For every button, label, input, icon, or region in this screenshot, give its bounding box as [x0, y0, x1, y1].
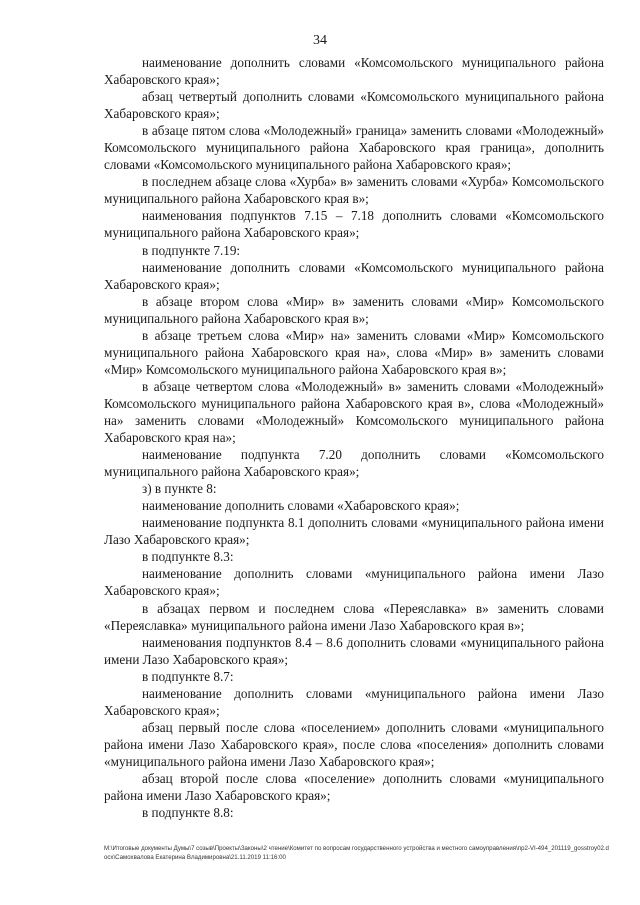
file-path-footer: M:\Итоговые документы Думы\7 созыв\Проекты\Законы\2 чтение\Комитет по вопросам государственного устройства и местного самоуправления\пр2-VI-494_201119_gosstroy02.docx\Самохвалова Екатерина Владимировна\21.11.2019 11:16:00 — [104, 845, 609, 861]
paragraph: в абзаце третьем слова «Мир» на» заменить словами «Мир» Комсомольского муниципального района Хабаровского края на», слова «Мир» в» заменить словами «Мир» Комсомольского муниципального района Хабаровского края в»; — [104, 327, 604, 377]
paragraph: наименование дополнить словами «Комсомольского муниципального района Хабаровского края»; — [104, 259, 604, 292]
paragraph: в абзаце пятом слова «Молодежный» граница» заменить словами «Молодежный» Комсомольского муниципального района Хабаровского края граница», дополнить словами «Комсомольского муниципального района Хабаровского края»; — [104, 123, 604, 173]
paragraph: наименование дополнить словами «Комсомольского муниципального района Хабаровского края»; — [104, 55, 604, 88]
paragraph: абзац четвертый дополнить словами «Комсомольского муниципального района Хабаровского края»; — [104, 89, 604, 122]
paragraph: з) в пункте 8: — [142, 481, 217, 497]
paragraph: в подпункте 7.19: — [142, 242, 241, 258]
paragraph: в абзаце втором слова «Мир» в» заменить словами «Мир» Комсомольского муниципального района Хабаровского края в»; — [104, 293, 604, 326]
paragraph: в абзацах первом и последнем слова «Переяславка» в» заменить словами «Переяславка» муниципального района имени Лазо Хабаровского края в»; — [104, 600, 604, 633]
paragraph: наименование дополнить словами «муниципального района имени Лазо Хабаровского края»; — [104, 566, 604, 599]
paragraph: в подпункте 8.7: — [142, 668, 234, 684]
paragraph: наименование подпункта 8.1 дополнить словами «муниципального района имени Лазо Хабаровского края»; — [104, 515, 604, 548]
paragraph: наименования подпунктов 7.15 – 7.18 дополнить словами «Комсомольского муниципального района Хабаровского края»; — [104, 208, 604, 241]
paragraph: наименование дополнить словами «муниципального района имени Лазо Хабаровского края»; — [104, 685, 604, 718]
paragraph: абзац первый после слова «поселением» дополнить словами «муниципального района имени Лазо Хабаровского края», после слова «поселения» дополнить словами «муниципального района имени Лазо Хабаровского края»; — [104, 719, 604, 769]
paragraph: в абзаце четвертом слова «Молодежный» в» заменить словами «Молодежный» Комсомольского муниципального района Хабаровского края в», слова «Молодежный» на» заменить словами «Молодежный» Комсомольского муниципального района Хабаровского края на»; — [104, 378, 604, 446]
document-body — [104, 54, 604, 821]
paragraph: в подпункте 8.8: — [142, 805, 234, 821]
paragraph: наименования подпунктов 8.4 – 8.6 дополнить словами «муниципального района имени Лазо Хабаровского края»; — [104, 634, 604, 667]
paragraph: наименование дополнить словами «Хабаровского края»; — [142, 498, 460, 514]
paragraph: в последнем абзаце слова «Хурба» в» заменить словами «Хурба» Комсомольского муниципального района Хабаровского края в»; — [104, 174, 604, 207]
paragraph: наименование подпункта 7.20 дополнить словами «Комсомольского муниципального района Хабаровского края»; — [104, 447, 604, 480]
paragraph: в подпункте 8.3: — [142, 549, 234, 565]
paragraph: абзац второй после слова «поселение» дополнить словами «муниципального района имени Лазо Хабаровского края»; — [104, 770, 604, 804]
page-number: 34 — [313, 33, 327, 48]
